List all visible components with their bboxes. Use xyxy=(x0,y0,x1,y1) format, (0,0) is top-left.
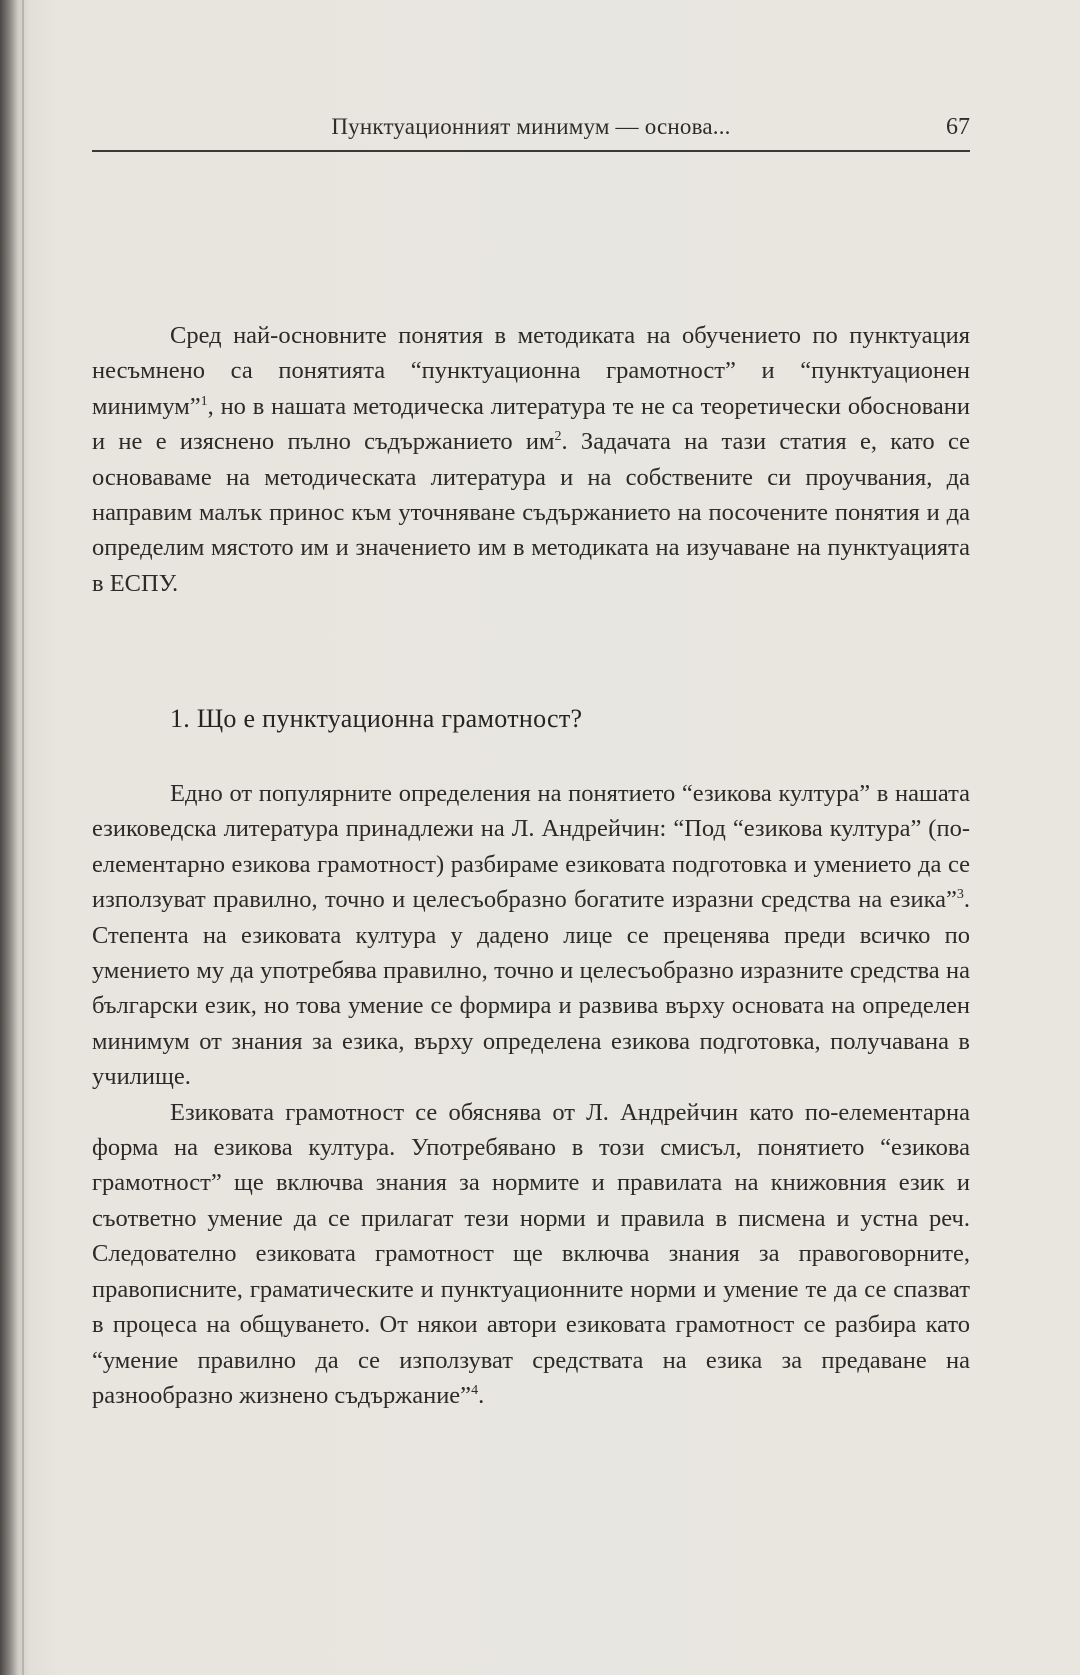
footnote-marker-1: 1 xyxy=(200,393,208,409)
paragraph-2-text-part-1: Езиковата грамотност се обяснява от Л. Андрейчин като по-елементарна форма на езикова култура. Употребявано в този смисъл, понятието “езикова грамотност” ще включва знания за нормите и правилата на книжовния език и съответно умение да се прилагат тези норми и правила в писмена и устна реч. Следователно езиковата грамотност ще включва знания за правоговорните, правописните, граматическите и пунктуационните норми и умение те да се спазват в процеса на общуването. От някои автори езиковата грамотност се разбира като “умение правилно да се използуват средствата на езика за предаване на разнообразно жизнено съдържание” xyxy=(92,1098,970,1409)
intro-text-part-3: . Задачата на тази статия е, като се основаваме на методическата литература и на собствените си проучвания, да направим малък принос към уточняване съдържанието на посочените понятия и да определим мястото им и значението им в методиката на изучаване на пунктуацията в ЕСПУ. xyxy=(92,428,970,597)
section-heading: 1. Що е пунктуационна грамотност? xyxy=(170,704,583,733)
page-number: 67 xyxy=(946,114,970,140)
paragraph-2-text-part-2: . xyxy=(478,1381,485,1409)
running-header xyxy=(92,112,970,152)
paragraph-1-text-part-2: . Степента на езиковата култура у дадено лице се преценява преди всичко по умението му да употребява правилно, точно и целесъобразно изразните средства на български език, но това умение се формира и развива върху основата на определен минимум от знания за езика, върху определена езикова подготовка, получавана в училище. xyxy=(92,886,970,1091)
intro-text-part-1: Сред най-основните понятия в методиката на обучението по пунктуация несъмнено са понятията “пунктуационна грамотност” и “пунктуационен минимум” xyxy=(92,322,970,420)
footnote-marker-2: 2 xyxy=(554,429,562,445)
footnote-marker-4: 4 xyxy=(471,1382,479,1398)
footnote-marker-3: 3 xyxy=(956,887,964,903)
book-spine-shadow xyxy=(22,0,24,1675)
section-paragraph-1 xyxy=(92,776,970,1095)
paragraph-1-text-part-1: Едно от популярните определения на понятието “езикова култура” в нашата езиковедска литература принадлежи на Л. Андрейчин: “Под “езикова култура” (по-елементарно езикова грамотност) разбираме езиковата подготовка и умението да се използуват правилно, точно и целесъобразно богатите изразни средства на езика” xyxy=(92,780,970,914)
intro-text-part-2: , но в нашата методическа литература те не са теоретически обосновани и не е изяснено пълно съдържанието им xyxy=(92,392,970,456)
running-title: Пунктуационният минимум — основа... xyxy=(331,114,731,139)
intro-paragraph xyxy=(92,318,970,601)
section-paragraph-2 xyxy=(92,1095,970,1414)
section-body xyxy=(92,776,970,1413)
intro-section xyxy=(92,318,970,601)
